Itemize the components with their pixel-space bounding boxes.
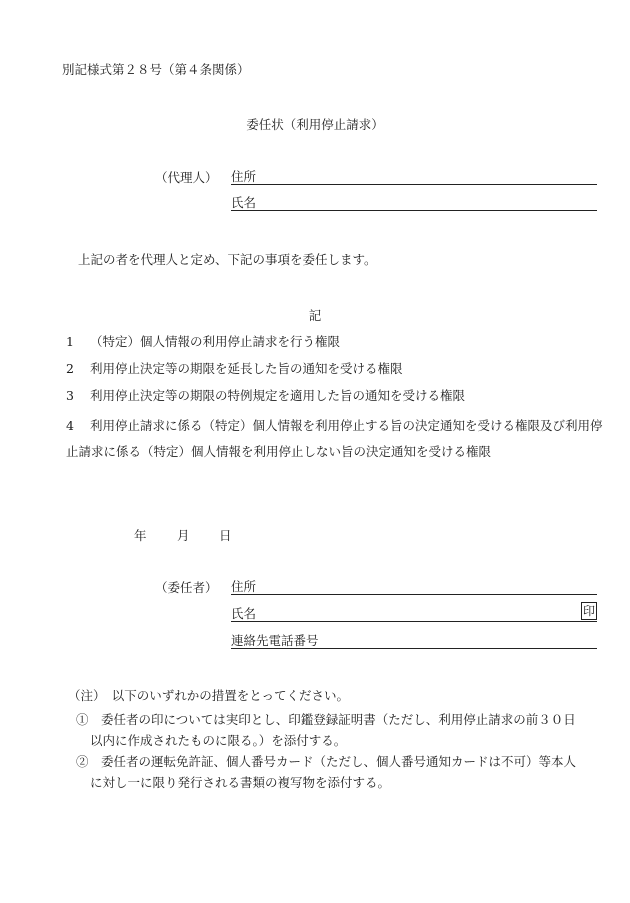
note-heading: （注） 以下のいずれかの措置をとってください。 [68,688,350,703]
principal-name-field[interactable] [231,604,597,622]
form-number: 別記様式第２８号（第４条関係） [62,62,250,77]
document-title: 委任状（利用停止請求） [246,117,384,132]
agent-address-label: 住所 [231,169,257,184]
item-number: 3 [66,388,74,403]
agent-name-field[interactable] [231,193,597,211]
date-year-label: 年 [134,528,147,543]
seal-mark: 印 [582,604,595,618]
principal-phone-field[interactable] [231,631,597,649]
ki-heading: 記 [308,308,322,323]
item-text: （特定）個人情報の利用停止請求を行う権限 [90,334,341,349]
item-text: 利用停止決定等の期限を延長した旨の通知を受ける権限 [90,361,403,376]
date-month-label: 月 [177,528,190,543]
item-number: 4 [66,418,74,433]
list-item [66,359,403,377]
agent-role-label: （代理人） [155,170,218,185]
principal-name-label: 氏名 [231,606,257,621]
item-text: 利用停止請求に係る（特定）個人情報を利用停止する旨の決定通知を受ける権限及び利用停止請求に係る（特定）個人情報を利用停止しない旨の決定通知を受ける権限 [66,418,603,459]
agent-address-field[interactable] [231,167,597,185]
list-item [66,332,340,350]
note-item-1-continued: 以内に作成されたものに限る。）を添付する。 [90,733,347,748]
item-text: 利用停止決定等の期限の特例規定を適用した旨の通知を受ける権限 [90,388,466,403]
note-item-1: ① 委任者の印については実印とし、印鑑登録証明書（ただし、利用停止請求の前３０日 [76,712,576,727]
principal-phone-label: 連絡先電話番号 [231,633,319,648]
item-number: 2 [66,361,74,376]
delegation-statement: 上記の者を代理人と定め、下記の事項を委任します。 [78,252,377,267]
list-item [66,413,606,465]
principal-address-field[interactable] [231,577,597,595]
item-number: 1 [66,334,74,349]
list-item [66,386,465,404]
principal-role-label: （委任者） [155,580,218,595]
date-day-label: 日 [219,528,232,543]
note-item-2-continued: に対し一に限り発行される書類の複写物を添付する。 [90,775,391,790]
note-item-2: ② 委任者の運転免許証、個人番号カード（ただし、個人番号通知カードは不可）等本人 [76,754,577,769]
principal-address-label: 住所 [231,579,257,594]
agent-name-label: 氏名 [231,195,257,210]
